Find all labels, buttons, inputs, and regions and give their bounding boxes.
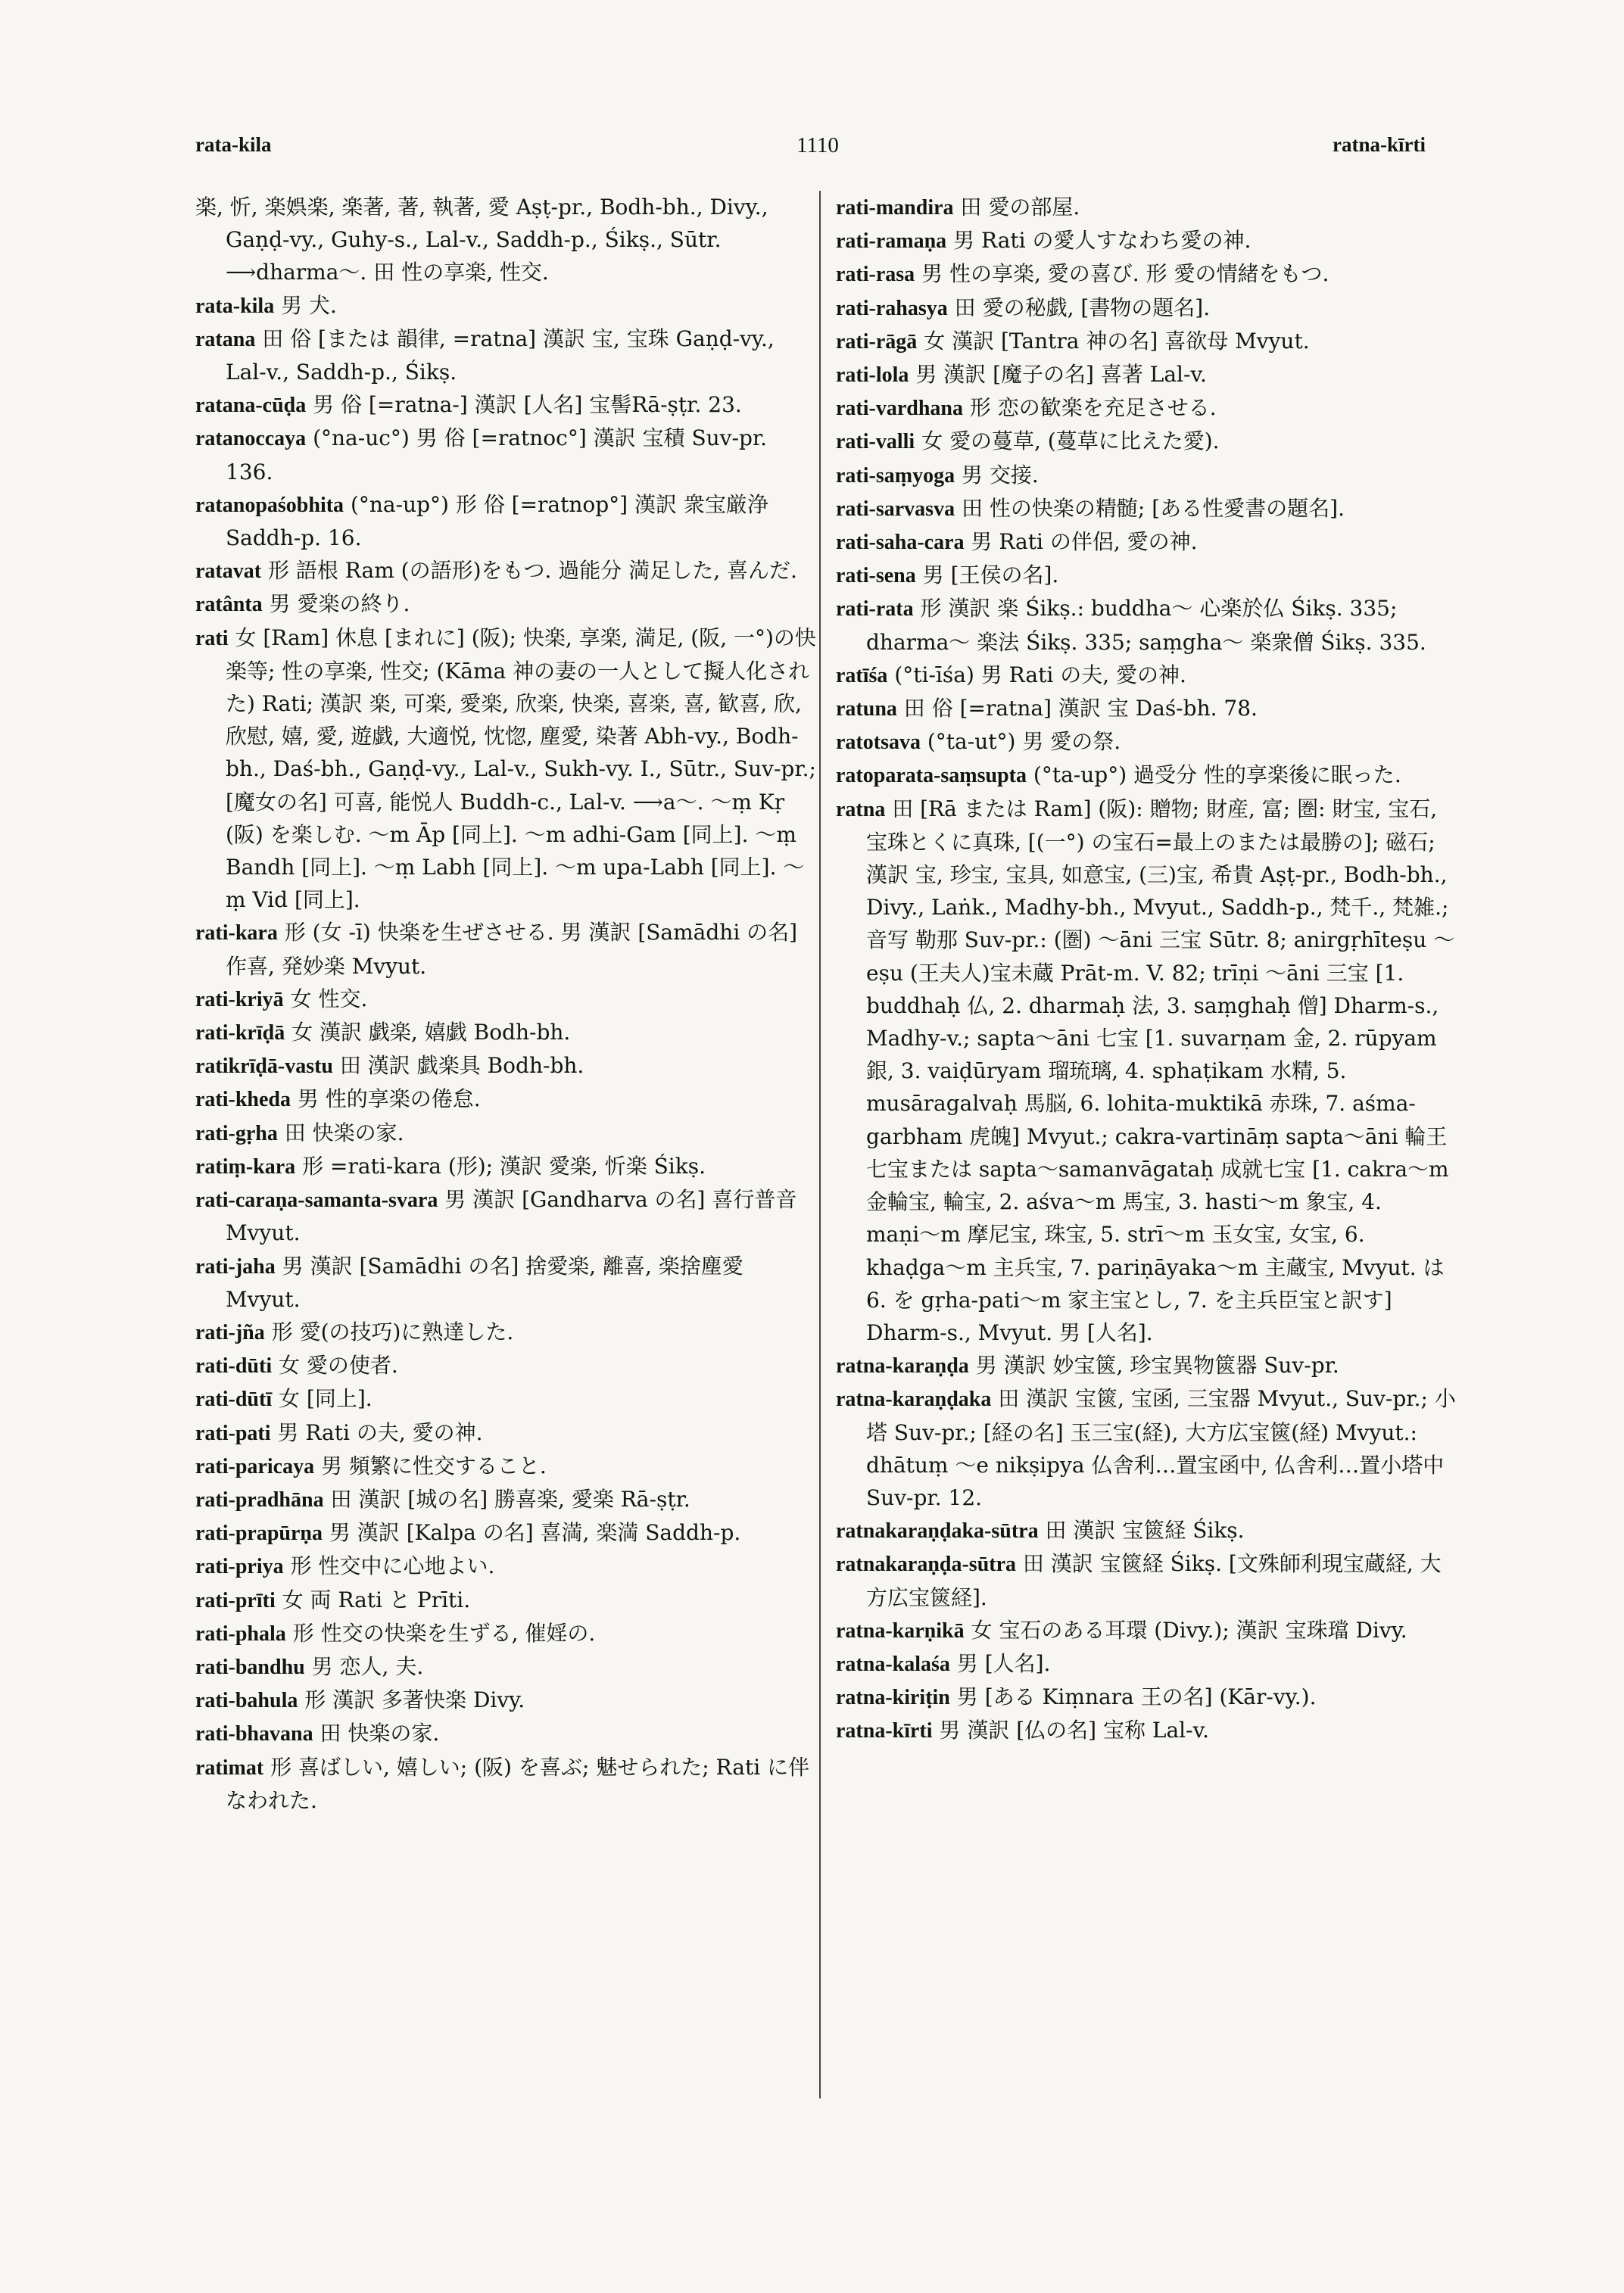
entry-definition: 楽, 忻, 楽娯楽, 楽著, 著, 執著, 愛 Aṣṭ-pr., Bodh-bh., Divy., Gaṇḍ-vy., Guhy-s., Lal-v., Saddh-p., Śikṣ., Sūtr. ⟶dharma〜. 田 性の享楽, 性交. bbox=[195, 195, 768, 285]
dictionary-entry bbox=[836, 492, 1460, 525]
dictionary-entry bbox=[195, 1049, 820, 1083]
headword: rati-gṛha bbox=[195, 1121, 278, 1145]
dictionary-entry bbox=[836, 291, 1460, 325]
dictionary-entry bbox=[195, 1650, 820, 1684]
headword: rati-bahula bbox=[195, 1689, 298, 1713]
headword: rati-ramaṇa bbox=[836, 229, 947, 254]
dictionary-entry bbox=[836, 1382, 1460, 1514]
headword: ratna bbox=[836, 797, 886, 821]
headword: rati bbox=[195, 626, 229, 650]
headword: rati-saṃyoga bbox=[836, 463, 955, 488]
headword: rati-bhavana bbox=[195, 1722, 313, 1746]
dictionary-entry bbox=[836, 325, 1460, 358]
dictionary-entry bbox=[836, 425, 1460, 458]
dictionary-entry bbox=[836, 459, 1460, 492]
entry-definition: 女 性交. bbox=[283, 986, 368, 1011]
dictionary-entry bbox=[836, 1647, 1460, 1681]
dictionary-entry bbox=[195, 1450, 820, 1483]
headword: rati-pati bbox=[195, 1421, 271, 1445]
dictionary-entry bbox=[195, 1382, 820, 1416]
dictionary-entry bbox=[195, 1717, 820, 1750]
headword: rati-jaha bbox=[195, 1254, 276, 1279]
entry-definition: 形 恋の歓楽を充足させる. bbox=[963, 395, 1217, 421]
entry-definition: 男 漢訳 [Samādhi の名] 捨愛楽, 離喜, 楽捨塵愛 Mvyut. bbox=[226, 1253, 743, 1312]
dictionary-entry bbox=[195, 488, 820, 554]
dictionary-entry bbox=[836, 692, 1460, 725]
entry-definition: 女 両 Rati と Prīti. bbox=[275, 1587, 471, 1612]
entry-definition: 男 漢訳 妙宝篋, 珍宝異物篋器 Suv-pr. bbox=[968, 1353, 1339, 1379]
headword: ratana bbox=[195, 327, 256, 351]
dictionary-entry bbox=[195, 422, 820, 488]
headword: rati-kara bbox=[195, 921, 278, 946]
entry-definition: 男 漢訳 [Kalpa の名] 喜満, 楽満 Saddh-p. bbox=[323, 1520, 741, 1546]
dictionary-entry bbox=[836, 391, 1460, 425]
dictionary-entry bbox=[195, 289, 820, 322]
entry-definition: 形 =rati-kara (形); 漢訳 愛楽, 忻楽 Śikṣ. bbox=[295, 1153, 706, 1179]
entry-definition: 田 俗 [または 韻律, =ratna] 漢訳 宝, 宝珠 Gaṇḍ-vy., Lal-v., Saddh-p., Śikṣ. bbox=[226, 326, 775, 385]
entry-definition: 男 [王侯の名]. bbox=[915, 562, 1059, 588]
headword: ratikrīḍā-vastu bbox=[195, 1055, 333, 1079]
dictionary-entry bbox=[195, 1250, 820, 1316]
entry-definition: 形 漢訳 多著快楽 Divy. bbox=[298, 1687, 525, 1713]
headword: ratana-cūḍa bbox=[195, 394, 307, 418]
dictionary-entry bbox=[836, 1349, 1460, 1382]
headword: ratna-kiriṭin bbox=[836, 1686, 950, 1710]
entry-definition: 形 愛(の技巧)に熟達した. bbox=[264, 1319, 514, 1344]
entry-definition: 形 性交中に心地よい. bbox=[283, 1553, 495, 1579]
dictionary-entry bbox=[836, 725, 1460, 759]
dictionary-entry bbox=[195, 983, 820, 1016]
headword: ratavat bbox=[195, 559, 262, 584]
entry-definition: 形 語根 Ram (の語形)をもつ. 過能分 満足した, 喜んだ. bbox=[261, 558, 797, 584]
entry-definition: 女 [同上]. bbox=[272, 1386, 372, 1412]
headword: rati-paricaya bbox=[195, 1454, 315, 1478]
dictionary-entry bbox=[836, 659, 1460, 692]
dictionary-entry bbox=[836, 1514, 1460, 1547]
page-number: 1110 bbox=[796, 133, 839, 157]
entry-definition: 男 俗 [=ratna-] 漢訳 [人名] 宝髻Rā-ṣṭr. 23. bbox=[306, 392, 742, 418]
dictionary-entry bbox=[195, 322, 820, 388]
entry-definition: 男 Rati の愛人すなわち愛の神. bbox=[946, 228, 1252, 254]
dictionary-entry bbox=[836, 1614, 1460, 1647]
entry-definition: 田 漢訳 [城の名] 勝喜楽, 愛楽 Rā-ṣṭr. bbox=[323, 1486, 690, 1512]
entry-definition: 男 [ある Kiṃnara 王の名] (Kār-vy.). bbox=[949, 1684, 1317, 1710]
headword: ratnakaraṇḍaka-sūtra bbox=[836, 1519, 1039, 1544]
headword: ratna-kīrti bbox=[836, 1719, 933, 1743]
headword: rati-saha-cara bbox=[836, 531, 965, 555]
headword: rati-rahasya bbox=[836, 296, 948, 320]
entry-definition: 形 漢訳 楽 Śikṣ.: buddha〜 心楽於仏 Śikṣ. 335; dharma〜 楽法 Śikṣ. 335; saṃgha〜 楽衆僧 Śikṣ. 335. bbox=[866, 596, 1426, 655]
entry-definition: 男 Rati の伴侶, 愛の神. bbox=[964, 529, 1198, 555]
dictionary-entry bbox=[195, 388, 820, 422]
headword: ratnakaraṇḍa-sūtra bbox=[836, 1553, 1017, 1577]
headword: rati-sena bbox=[836, 564, 916, 588]
entry-definition: 男 性の享楽, 愛の喜び. 形 愛の情緒をもつ. bbox=[915, 261, 1329, 287]
column-divider bbox=[819, 191, 821, 2098]
entry-definition: 形 性交の快楽を生ずる, 催婬の. bbox=[285, 1620, 596, 1646]
dictionary-entry bbox=[195, 1416, 820, 1450]
headword: ratīśa bbox=[836, 663, 888, 687]
left-column bbox=[195, 191, 820, 1817]
entry-definition: (°ta-up°) 過受分 性的享楽後に眠った. bbox=[1027, 762, 1401, 788]
dictionary-entry bbox=[195, 1183, 820, 1249]
headword: ratna-karaṇḍaka bbox=[836, 1388, 992, 1412]
entry-definition: 田 漢訳 宝篋, 宝函, 三宝器 Mvyut., Suv-pr.; 小塔 Suv-pr.; [経の名] 玉三宝(経), 大方広宝篋(経) Mvyut.: dhātuṃ 〜e nikṣipya 仏舎利…置宝函中, 仏舎利…置小塔中 Suv-pr. 12. bbox=[866, 1386, 1456, 1510]
dictionary-entry bbox=[195, 1083, 820, 1116]
right-column bbox=[836, 191, 1460, 1748]
entry-definition: 形 喜ばしい, 嬉しい; (阪) を喜ぶ; 魅せられた; Rati に伴なわれた. bbox=[226, 1754, 810, 1813]
dictionary-entry bbox=[836, 592, 1460, 658]
entry-definition: 男 漢訳 [Gandharva の名] 喜行普音 Mvyut. bbox=[226, 1187, 797, 1246]
headword: ratuna bbox=[836, 697, 897, 721]
entry-definition: 女 [Ram] 休息 [まれに] (阪); 快楽, 享楽, 満足, (阪, 一°)の快楽等; 性の享楽, 性交; (Kāma 神の妻の一人として擬人化された) Rati; 漢訳 楽, 可楽, 愛楽, 欣楽, 快楽, 喜楽, 喜, 歓喜, 欣, 欣慰, 嬉, 愛, 遊戯, 大適悦, 忱惚, 塵愛, 染著 Abh-vy., Bodh-bh., Daś-bh., Gaṇḍ-vy., Lal-v., Sukh-vy. I., Sūtr., Suv-pr.; [魔女の名] 可喜, 能悦人 Buddh-c., Lal-v. ⟶a〜. 〜ṃ Kṛ (阪) を楽しむ. 〜m Āp [同上]. 〜m adhi-Gam [同上]. 〜ṃ Bandh [同上]. 〜ṃ Labh [同上]. 〜m upa-Labh [同上]. 〜ṃ Vid [同上]. bbox=[226, 625, 816, 913]
headword: rati-rasa bbox=[836, 263, 915, 287]
headword: rati-kriyā bbox=[195, 987, 284, 1011]
dictionary-entry bbox=[836, 257, 1460, 291]
entry-definition: 田 性の快楽の精髄; [ある性愛書の題名]. bbox=[955, 495, 1345, 521]
entry-definition: 女 愛の使者. bbox=[272, 1353, 398, 1379]
headword: rati-lola bbox=[836, 363, 909, 388]
headword: ratna-karaṇḍa bbox=[836, 1354, 969, 1379]
entry-definition: 田 快楽の家. bbox=[313, 1721, 440, 1746]
headword: rati-dūti bbox=[195, 1354, 273, 1379]
dictionary-entry bbox=[836, 759, 1460, 792]
dictionary-entry bbox=[836, 793, 1460, 1349]
entry-definition: 田 愛の秘戯, [書物の題名]. bbox=[947, 294, 1211, 320]
entry-definition: 男 漢訳 [仏の名] 宝称 Lal-v. bbox=[932, 1718, 1209, 1743]
dictionary-entry bbox=[195, 1349, 820, 1382]
entry-definition: (°na-uc°) 男 俗 [=ratnoc°] 漢訳 宝積 Suv-pr. 136. bbox=[226, 425, 768, 484]
entry-definition: 形 (女 -ī) 快楽を生ぜさせる. 男 漢訳 [Samādhi の名] 作喜, 発妙楽 Mvyut. bbox=[226, 920, 798, 979]
entry-definition: 田 [Rā または Ram] (阪): 贈物; 財産, 富; 圏: 財宝, 宝石, 宝珠とくに真珠, [(一°) の宝石=最上のまたは最勝の]; 磁石; 漢訳 宝, 珍宝, 宝具, 如意宝, (三)宝, 希貴 Aṣṭ-pr., Bodh-bh., Divy., Laṅk., Madhy-bh., Mvyut., Saddh-p., 梵千., 梵雑.; 音写 勒那 Suv-pr.: (圏) 〜āni 三宝 Sūtr. 8; anirgṛhīteṣu 〜eṣu (王夫人)宝未蔵 Prāt-m. V. 82; trīṇi 〜āni 三宝 [1. buddhaḥ 仏, 2. dharmaḥ 法, 3. saṃghaḥ 僧] Dharm-s., Madhy-v.; sapta〜āni 七宝 [1. suvarṇam 金, 2. rūpyam 銀, 3. vaiḍūryam 瑠琉璃, 4. sphaṭikam 水精, 5. musāragalvaḥ 馬脳, 6. lohita-muktikā 赤珠, 7. aśma-garbham 虎魄] Mvyut.; cakra-vartināṃ sapta〜āni 輪王七宝または sapta〜samanvāgataḥ 成就七宝 [1. cakra〜m 金輪宝, 輪宝, 2. aśva〜m 馬宝, 3. hasti〜m 象宝, 4. maṇi〜m 摩尼宝, 珠宝, 5. strī〜m 玉女宝, 女宝, 6. khaḍga〜m 主兵宝, 7. pariṇāyaka〜m 主蔵宝, Mvyut. は 6. を gṛha-pati〜m 家主宝とし, 7. を主兵臣宝と訳す] Dharm-s., Mvyut. 男 [人名]. bbox=[866, 796, 1455, 1345]
headword: rati-kheda bbox=[195, 1088, 291, 1112]
dictionary-entry bbox=[836, 191, 1460, 224]
headword: rati-jña bbox=[195, 1320, 265, 1344]
entry-definition: 女 漢訳 [Tantra 神の名] 喜欲母 Mvyut. bbox=[917, 328, 1310, 354]
headword: ratimat bbox=[195, 1756, 264, 1780]
entry-definition: 男 交接. bbox=[955, 462, 1039, 488]
headword: rati-priya bbox=[195, 1555, 284, 1579]
dictionary-entry bbox=[195, 587, 820, 621]
entry-definition: 田 愛の部屋. bbox=[953, 195, 1080, 220]
headword: rati-pradhāna bbox=[195, 1488, 324, 1512]
entry-definition: (°na-up°) 形 俗 [=ratnop°] 漢訳 衆宝厳浄 Saddh-p. 16. bbox=[226, 491, 768, 551]
entry-definition: 女 宝石のある耳環 (Divy.); 漢訳 宝珠璫 Divy. bbox=[964, 1617, 1407, 1643]
headword: rati-mandira bbox=[836, 196, 954, 220]
headword: rati-phala bbox=[195, 1622, 286, 1646]
headword: rati-prapūrṇa bbox=[195, 1522, 323, 1546]
headword: ratanoccaya bbox=[195, 427, 307, 451]
dictionary-entry bbox=[836, 358, 1460, 391]
headword: ratna-kalaśa bbox=[836, 1652, 950, 1676]
dictionary-entry bbox=[195, 1016, 820, 1049]
entry-definition: 田 快楽の家. bbox=[277, 1120, 404, 1145]
entry-definition: 男 犬. bbox=[274, 292, 337, 318]
headword: ratanopaśobhita bbox=[195, 493, 344, 517]
dictionary-entry bbox=[836, 1714, 1460, 1747]
running-head-right: ratna-kīrti bbox=[1333, 133, 1426, 156]
dictionary-entry bbox=[195, 191, 820, 289]
dictionary-entry bbox=[195, 1117, 820, 1150]
headword: rati-bandhu bbox=[195, 1655, 305, 1679]
dictionary-entry bbox=[836, 559, 1460, 592]
headword: ratna-karṇikā bbox=[836, 1618, 965, 1643]
dictionary-entry bbox=[195, 1150, 820, 1183]
headword: ratânta bbox=[195, 593, 263, 617]
entry-definition: 田 漢訳 宝篋経 Śikṣ. [文殊師利現宝蔵経, 大方広宝篋経]. bbox=[866, 1551, 1442, 1610]
dictionary-entry bbox=[836, 1681, 1460, 1714]
dictionary-entry bbox=[195, 1751, 820, 1817]
dictionary-entry bbox=[195, 554, 820, 587]
headword: rati-sarvasva bbox=[836, 497, 955, 521]
entry-definition: 男 漢訳 [魔子の名] 喜著 Lal-v. bbox=[909, 362, 1207, 388]
entry-definition: 男 頻繁に性交すること. bbox=[314, 1453, 547, 1478]
entry-definition: 田 漢訳 戯楽具 Bodh-bh. bbox=[333, 1053, 584, 1079]
headword: rati-krīḍā bbox=[195, 1021, 285, 1045]
dictionary-entry bbox=[195, 1316, 820, 1349]
headword: rati-vardhana bbox=[836, 397, 963, 421]
entry-definition: (°ti-īśa) 男 Rati の夫, 愛の神. bbox=[887, 662, 1186, 687]
dictionary-entry bbox=[195, 1516, 820, 1550]
dictionary-entry bbox=[836, 224, 1460, 257]
headword: rati-caraṇa-samanta-svara bbox=[195, 1189, 438, 1213]
entry-definition: 男 恋人, 夫. bbox=[304, 1653, 424, 1679]
dictionary-entry bbox=[836, 1547, 1460, 1613]
dictionary-entry bbox=[195, 1684, 820, 1717]
running-head-left: rata-kila bbox=[195, 133, 272, 156]
headword: rati-prīti bbox=[195, 1588, 276, 1612]
headword: rati-valli bbox=[836, 430, 915, 454]
dictionary-entry bbox=[195, 1550, 820, 1583]
dictionary-entry bbox=[195, 1617, 820, 1650]
headword: ratiṃ-kara bbox=[195, 1154, 296, 1179]
headword: ratoparata-saṃsupta bbox=[836, 764, 1027, 788]
dictionary-entry bbox=[195, 1483, 820, 1516]
entry-definition: 田 漢訳 宝篋経 Śikṣ. bbox=[1038, 1518, 1245, 1544]
entry-definition: 男 [人名]. bbox=[949, 1650, 1051, 1676]
headword: rati-rata bbox=[836, 597, 914, 622]
headword: rata-kila bbox=[195, 294, 275, 318]
dictionary-entry bbox=[195, 916, 820, 982]
entry-definition: 女 漢訳 戯楽, 嬉戯 Bodh-bh. bbox=[285, 1020, 571, 1045]
entry-definition: 男 Rati の夫, 愛の神. bbox=[270, 1419, 483, 1445]
headword: ratotsava bbox=[836, 731, 921, 755]
entry-definition: (°ta-ut°) 男 愛の祭. bbox=[920, 729, 1121, 755]
entry-definition: 男 愛楽の終り. bbox=[262, 591, 410, 617]
dictionary-entry bbox=[195, 1584, 820, 1617]
entry-definition: 田 俗 [=ratna] 漢訳 宝 Daś-bh. 78. bbox=[896, 696, 1258, 721]
entry-definition: 男 性的享楽の倦怠. bbox=[291, 1086, 481, 1112]
dictionary-entry bbox=[195, 622, 820, 917]
dictionary-entry bbox=[836, 525, 1460, 559]
headword: rati-dūtī bbox=[195, 1388, 273, 1412]
headword: rati-rāgā bbox=[836, 329, 918, 354]
entry-definition: 女 愛の蔓草, (蔓草に比えた愛). bbox=[915, 428, 1220, 454]
